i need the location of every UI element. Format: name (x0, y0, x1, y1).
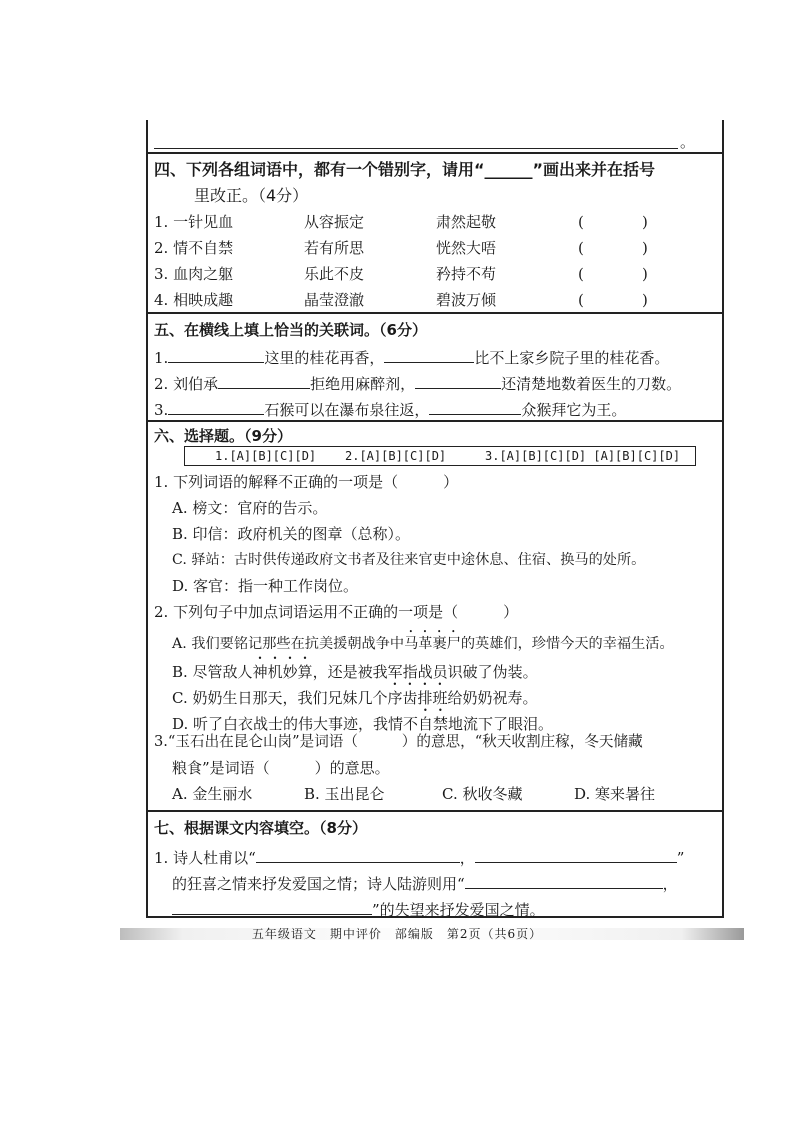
s4-bracket-close: ) (642, 291, 648, 309)
period-mark: 。 (680, 133, 696, 151)
s6-q2: 2. 下列句子中加点词语运用不正确的一项是（ ） (154, 603, 519, 621)
s5-q3 (154, 400, 626, 420)
s6-q2c-post: 给奶奶祝寿。 (447, 689, 538, 707)
s6-q2a-post: 的英雄们，珍惜今天的幸福生活。 (460, 636, 674, 652)
s6-q3-line1: 3.“玉石出在昆仑山岗”是词语（ ）的意思，“秋天收割庄稼，冬天储藏 (154, 733, 643, 750)
s4-word: 2. 情不自禁 (154, 239, 234, 257)
s5-q3-end: 众猴拜它为王。 (521, 401, 627, 419)
s4-bracket-open: ( (578, 213, 584, 231)
section-5 (148, 312, 722, 422)
section-5-title: 五、在横线上填上恰当的关联词。（6分） (154, 321, 427, 339)
s4-word: 乐此不皮 (304, 265, 365, 283)
s4-word: 碧波万倾 (436, 291, 497, 309)
fill-blank[interactable] (384, 348, 474, 363)
section-4 (148, 152, 722, 314)
section-7 (148, 810, 722, 919)
s6-q3-line2: 粮食”是词语（ ）的意思。 (172, 759, 390, 777)
s4-word: 若有所思 (304, 239, 365, 257)
s4-word: 矜持不苟 (436, 265, 497, 283)
s6-q1-option-c: C. 驿站：古时供传递政府文书者及往来官吏中途休息、住宿、换马的处所。 (172, 552, 646, 568)
section-6-title: 六、选择题。（9分） (154, 427, 292, 445)
fill-blank[interactable] (475, 848, 677, 863)
s6-q1-option-a: A. 榜文：官府的告示。 (172, 499, 328, 517)
s4-bracket-close: ) (642, 239, 648, 257)
section-6 (148, 420, 722, 812)
s6-q2-option-d (172, 706, 553, 734)
fill-blank[interactable] (172, 900, 372, 915)
answer-card-2[interactable]: 2.[A][B][C][D] (345, 449, 447, 463)
s6-q1-option-d: D. 客官：指一种工作岗位。 (172, 577, 359, 595)
s5-q1-end: 比不上家乡院子里的桂花香。 (474, 349, 670, 367)
s6-q2-option-b (172, 654, 538, 682)
s6-q2a-pre: A. 我们要铭记那些在抗美援朝战争中 (172, 636, 405, 652)
s7-l2-comma: ， (662, 875, 678, 893)
dotted-word: 神机妙算 (252, 663, 313, 681)
fill-blank[interactable] (168, 400, 264, 415)
s4-word: 3. 血肉之躯 (154, 265, 234, 283)
s5-q3-num: 3. (154, 401, 169, 419)
s6-q3-option-d: D. 寒来暑往 (574, 785, 656, 803)
s5-q2-mid: 拒绝用麻醉剂， (310, 375, 416, 393)
answer-card-box (184, 446, 696, 466)
s6-q2b-post: ，还是被我军指战员识破了伪装。 (312, 663, 538, 681)
s4-word: 晶莹澄澈 (304, 291, 365, 309)
dotted-word: 自禁 (418, 715, 449, 733)
fill-blank[interactable] (429, 400, 521, 415)
s4-bracket-close: ) (642, 265, 648, 283)
s4-word: 1. 一针见血 (154, 213, 234, 231)
s5-q2 (154, 374, 681, 394)
answer-line-prev (154, 148, 678, 149)
section-7-title: 七、根据课文内容填空。（8分） (154, 819, 367, 837)
fill-blank[interactable] (218, 374, 310, 389)
s7-line3 (172, 900, 545, 920)
s4-word: 4. 相映成趣 (154, 291, 234, 309)
answer-card-3[interactable]: 3.[A][B][C][D] [A][B][C][D] (485, 449, 681, 463)
s7-line1 (154, 848, 684, 868)
s5-q1-mid: 这里的桂花再香， (264, 349, 385, 367)
s6-q3-option-a: A. 金生丽水 (172, 785, 253, 803)
s6-q2-option-a (172, 628, 674, 654)
s6-q2c-pre: C. 奶奶生日那天，我们兄妹几个 (172, 689, 388, 707)
s4-word: 肃然起敬 (436, 213, 497, 231)
answer-card-1[interactable]: 1.[A][B][C][D] (215, 449, 317, 463)
s7-l1-quote: ” (676, 849, 685, 867)
s6-q3-option-c: C. 秋收冬藏 (442, 785, 523, 803)
section-4-title-cont: 里改正。（4分） (194, 186, 309, 205)
dotted-word: 马革裹尸 (404, 636, 461, 652)
s5-q1 (154, 348, 669, 368)
s7-l1-comma: ， (459, 849, 475, 867)
s4-bracket-open: ( (578, 291, 584, 309)
s7-l3-end: ”的失望来抒发爱国之情。 (372, 901, 545, 919)
s4-bracket-open: ( (578, 239, 584, 257)
s6-q2b-pre: B. 尽管敌人 (172, 663, 253, 681)
dotted-word: 序齿排班 (387, 689, 448, 707)
s6-q1-option-b: B. 印信：政府机关的图章（总称）。 (172, 525, 411, 543)
s7-line2 (172, 874, 678, 894)
s4-word: 从容振定 (304, 213, 365, 231)
s6-q2-option-c (172, 680, 538, 708)
s6-q1: 1. 下列词语的解释不正确的一项是（ ） (154, 473, 459, 491)
s5-q3-mid: 石猴可以在瀑布泉往返， (264, 401, 430, 419)
s5-q2-start: 2. 刘伯承 (154, 375, 219, 393)
fill-blank[interactable] (465, 874, 663, 889)
s4-bracket-open: ( (578, 265, 584, 283)
fill-blank[interactable] (256, 848, 460, 863)
section-4-title: 四、下列各组词语中，都有一个错别字，请用“______”画出来并在括号 (154, 160, 656, 179)
s6-q2d-post: 地流下了眼泪。 (448, 715, 554, 733)
s4-bracket-close: ) (642, 213, 648, 231)
fill-blank[interactable] (415, 374, 501, 389)
exam-sheet (146, 120, 724, 918)
s7-l1-start: 1. 诗人杜甫以“ (154, 849, 256, 867)
fill-blank[interactable] (168, 348, 264, 363)
s6-q3-option-b: B. 玉出昆仑 (304, 785, 385, 803)
s6-q2d-pre: D. 听了白衣战士的伟大事迹，我情不 (172, 715, 419, 733)
s7-l2-start: 的狂喜之情来抒发爱国之情；诗人陆游则用“ (172, 875, 465, 893)
s5-q2-end: 还清楚地数着医生的刀数。 (501, 375, 682, 393)
s5-q1-num: 1. (154, 349, 169, 367)
s4-word: 恍然大唔 (436, 239, 497, 257)
page-footer: 五年级语文 期中评价 部编版 第2页（共6页） (251, 927, 543, 941)
